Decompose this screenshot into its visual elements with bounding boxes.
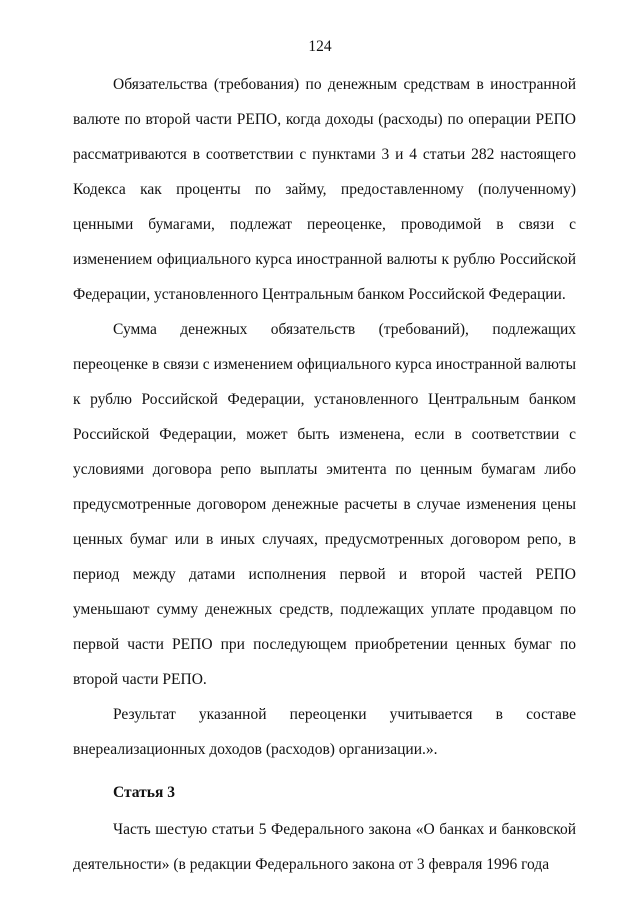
paragraph-article-text: Часть шестую статьи 5 Федерального закона «О банках и банковской деятельности» (в редакции Федерального закона от 3 февраля 1996 года bbox=[73, 821, 576, 873]
page-number: 124 bbox=[308, 38, 332, 55]
paragraph-revaluation-obligations: Обязательства (требования) по денежным средствам в иностранной валюте по второй части РЕПО, когда доходы (расходы) по операции РЕПО рассматриваются в соответствии с пунктами 3 и 4 статьи 282 настоящего Кодекса как проценты по займу, предоставленному (полученному) ценными бумагами, подлежат переоценке, проводимой в связи с изменением официального курса иностранной валюты к рублю Российской Федерации, установленного Центральным банком Российской Федерации. bbox=[73, 76, 576, 303]
document-body bbox=[73, 67, 576, 882]
paragraph-obligation-amount: Сумма денежных обязательств (требований), подлежащих переоценке в связи с изменением официального курса иностранной валюты к рублю Российской Федерации, установленного Центральным банком Российской Федерации, может быть изменена, если в соответствии с условиями договора репо выплаты эмитента по ценным бумагам либо предусмотренные договором денежные расчеты в случае изменения цены ценных бумаг или в иных случаях, предусмотренных договором репо, в период между датами исполнения первой и второй частей РЕПО уменьшают сумму денежных средств, подлежащих уплате продавцом по первой части РЕПО при последующем приобретении ценных бумаг по второй части РЕПО. bbox=[73, 321, 576, 688]
paragraph-revaluation-result: Результат указанной переоценки учитывается в составе внереализационных доходов (расходов) организации.». bbox=[73, 706, 576, 758]
article-heading: Статья 3 bbox=[113, 784, 175, 801]
